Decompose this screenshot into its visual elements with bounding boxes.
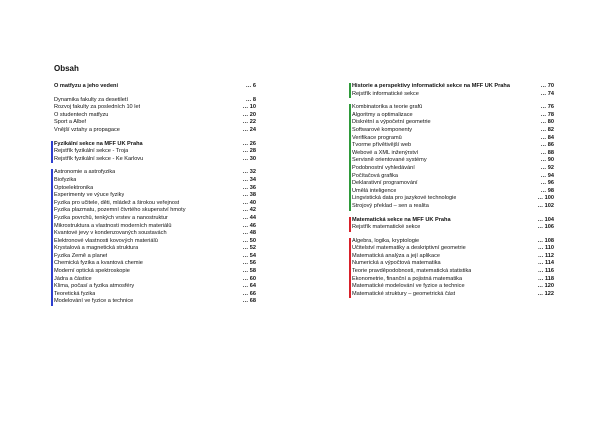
toc-entry-page: … 36: [242, 184, 256, 191]
toc-entry[interactable]: [352, 142, 554, 150]
toc-entry-label: Podobnostní vyhledávání: [352, 164, 415, 171]
toc-entry[interactable]: [352, 217, 554, 225]
toc-entry-page: … 112: [537, 252, 554, 259]
toc-entry[interactable]: [54, 238, 256, 246]
section-color-bar: [349, 104, 351, 210]
toc-entry-page: … 80: [540, 119, 554, 126]
toc-entry[interactable]: [54, 223, 256, 231]
toc-entry[interactable]: [352, 245, 554, 253]
toc-entry-page: … 64: [242, 283, 256, 290]
toc-entry-page: … 46: [242, 222, 256, 229]
toc-entry[interactable]: [54, 207, 256, 215]
toc-entry[interactable]: [54, 156, 256, 164]
toc-entry-page: … 74: [540, 90, 554, 97]
toc-entry-label: Experimenty ve výuce fyziky: [54, 192, 125, 199]
toc-entry-label: Astronomie a astrofyzika: [54, 169, 116, 176]
toc-entry[interactable]: [352, 188, 554, 196]
toc-entry-page: … 98: [540, 187, 554, 194]
toc-entry[interactable]: [352, 283, 554, 291]
toc-entry[interactable]: [352, 150, 554, 158]
toc-entry[interactable]: [352, 173, 554, 181]
toc-entry-page: … 94: [540, 172, 554, 179]
toc-entry-page: … 48: [242, 230, 256, 237]
toc-entry[interactable]: [352, 83, 554, 91]
toc-entry-page: … 108: [537, 237, 554, 244]
toc-entry-page: … 56: [242, 260, 256, 267]
toc-entry-label: Moderní optická spektroskopie: [54, 268, 130, 275]
toc-entry-label: Modelování ve fyzice a technice: [54, 298, 134, 305]
toc-group-physics: [54, 169, 256, 306]
toc-entry-page: … 70: [540, 83, 554, 89]
toc-entry-label: Algoritmy a optimalizace: [352, 111, 413, 118]
toc-entry-page: … 86: [540, 142, 554, 149]
toc-entry-page: … 102: [537, 202, 554, 209]
toc-entry[interactable]: [54, 291, 256, 299]
toc-entry-label: Lingvistická data pro jazykové technologie: [352, 195, 457, 202]
toc-entry-label: Kvantové jevy v kondenzovaných soustavách: [54, 230, 167, 237]
toc-entry-label: Servisně orientované systémy: [352, 157, 427, 164]
toc-entry-label: Matematické struktury – geometrická část: [352, 290, 456, 297]
toc-entry-label: Matematická sekce na MFF UK Praha: [352, 216, 451, 223]
toc-entry-label: Teoretická fyzika: [54, 290, 96, 297]
toc-entry[interactable]: [54, 97, 256, 105]
toc-entry-page: … 96: [540, 180, 554, 187]
section-color-bar: [51, 141, 53, 164]
toc-entry-label: Rejstřík informatické sekce: [352, 90, 419, 97]
toc-entry[interactable]: [54, 298, 256, 306]
toc-entry[interactable]: [352, 260, 554, 268]
toc-entry[interactable]: [352, 119, 554, 127]
page-title: Obsah: [54, 64, 79, 73]
toc-entry-label: Rejstřík fyzikální sekce - Troja: [54, 148, 129, 155]
section-color-bar: [349, 83, 351, 98]
toc-entry-page: … 116: [537, 268, 554, 275]
toc-entry[interactable]: [352, 268, 554, 276]
toc-entry[interactable]: [352, 238, 554, 246]
toc-entry[interactable]: [54, 185, 256, 193]
toc-entry-page: … 50: [242, 237, 256, 244]
toc-entry-page: … 10: [242, 104, 256, 111]
toc-entry-label: O matfyzu a jeho vedení: [54, 83, 119, 89]
toc-entry[interactable]: [352, 253, 554, 261]
toc-entry-page: … 6: [245, 83, 256, 89]
toc-entry[interactable]: [54, 245, 256, 253]
toc-entry-page: … 32: [242, 169, 256, 176]
toc-entry-page: … 68: [242, 298, 256, 305]
toc-group-intro: [54, 83, 256, 91]
toc-entry[interactable]: [54, 268, 256, 276]
toc-entry-label: Rejstřík fyzikální sekce - Ke Karlovu: [54, 155, 144, 162]
toc-entry-label: Softwarové komponenty: [352, 126, 413, 133]
toc-entry-page: … 120: [537, 283, 554, 290]
toc-entry-label: Numerická a výpočtová matematika: [352, 260, 441, 267]
toc-entry-page: … 76: [540, 104, 554, 111]
toc-entry-page: … 60: [242, 275, 256, 282]
toc-entry-page: … 104: [537, 216, 554, 223]
toc-entry-label: Fyzika pro učitele, děti, mládež a širokou veřejnost: [54, 199, 180, 206]
toc-entry-label: Optoelektronika: [54, 184, 94, 191]
toc-entry[interactable]: [54, 83, 256, 91]
toc-entry-page: … 88: [540, 149, 554, 156]
toc-group-informatics: [352, 104, 554, 210]
toc-entry-label: Matematická analýza a její aplikace: [352, 252, 440, 259]
toc-entry-page: … 22: [242, 119, 256, 126]
toc-entry-label: Rejstřík matematické sekce: [352, 224, 421, 231]
toc-entry-label: Jádra a částice: [54, 275, 92, 282]
toc-entry-page: … 34: [242, 176, 256, 183]
toc-entry[interactable]: [54, 169, 256, 177]
toc-entry[interactable]: [352, 291, 554, 299]
toc-right-column: [352, 83, 554, 298]
toc-entry-page: … 28: [242, 148, 256, 155]
toc-entry[interactable]: [54, 192, 256, 200]
toc-entry-page: … 100: [537, 195, 554, 202]
toc-entry-label: Diskrétní a výpočetní geometrie: [352, 119, 431, 126]
toc-entry-label: Umělá inteligence: [352, 187, 397, 194]
toc-entry-label: Krystalová a magnetická struktura: [54, 245, 139, 252]
toc-entry-label: Verifikace programů: [352, 134, 402, 141]
toc-entry-label: Tvorme přívětivější web: [352, 142, 412, 149]
toc-entry[interactable]: [54, 104, 256, 112]
toc-entry-label: Algebra, logika, kryptologie: [352, 237, 420, 244]
toc-entry-label: Fyzika povrchů, tenkých vrstev a nanostruktur: [54, 214, 168, 221]
toc-entry-page: … 8: [245, 96, 256, 103]
toc-entry[interactable]: [352, 180, 554, 188]
toc-entry[interactable]: [352, 135, 554, 143]
toc-entry-label: Deklarativní programování: [352, 180, 418, 187]
toc-group-informatics-head: [352, 83, 554, 98]
toc-entry[interactable]: [54, 283, 256, 291]
toc-left-column: [54, 83, 256, 306]
toc-entry[interactable]: [54, 200, 256, 208]
toc-entry[interactable]: [352, 203, 554, 211]
toc-entry[interactable]: [54, 260, 256, 268]
toc-entry-page: … 30: [242, 155, 256, 162]
toc-entry-label: Počítačová grafika: [352, 172, 399, 179]
section-color-bar: [349, 217, 351, 232]
toc-entry-page: … 84: [540, 134, 554, 141]
toc-entry-page: … 66: [242, 290, 256, 297]
toc-entry-label: Strojový překlad – sen a realita: [352, 202, 429, 209]
toc-entry-page: … 82: [540, 126, 554, 133]
toc-entry-page: … 40: [242, 199, 256, 206]
toc-entry-page: … 92: [540, 164, 554, 171]
toc-entry[interactable]: [54, 148, 256, 156]
toc-entry[interactable]: [352, 195, 554, 203]
toc-group-physics-head: [54, 141, 256, 164]
toc-entry[interactable]: [352, 127, 554, 135]
toc-entry-page: … 106: [537, 224, 554, 231]
toc-entry-label: Vnější vztahy a propagace: [54, 126, 120, 133]
toc-group-faculty: [54, 97, 256, 135]
toc-entry[interactable]: [54, 141, 256, 149]
toc-entry-page: … 38: [242, 192, 256, 199]
toc-entry-label: Teorie pravděpodobnosti, matematická statistika: [352, 268, 472, 275]
toc-entry-page: … 42: [242, 207, 256, 214]
toc-entry[interactable]: [54, 112, 256, 120]
toc-entry[interactable]: [352, 104, 554, 112]
toc-entry-label: Klima, počasí a fyzika atmosféry: [54, 283, 135, 290]
toc-entry-label: Ekonometrie, finanční a pojistná matematika: [352, 275, 463, 282]
toc-entry-label: Kombinatorika a teorie grafů: [352, 104, 423, 111]
toc-entry-label: Sport a Albeř: [54, 119, 87, 126]
toc-entry-label: Rozvoj fakulty za posledních 10 let: [54, 104, 141, 111]
toc-entry-page: … 90: [540, 157, 554, 164]
toc-entry[interactable]: [352, 224, 554, 232]
toc-entry-page: … 58: [242, 268, 256, 275]
toc-entry-label: Webové a XML inženýrství: [352, 149, 419, 156]
toc-entry[interactable]: [54, 215, 256, 223]
toc-entry-page: … 118: [537, 275, 554, 282]
toc-entry[interactable]: [352, 112, 554, 120]
toc-entry-page: … 122: [537, 290, 554, 297]
toc-entry[interactable]: [54, 177, 256, 185]
toc-entry-page: … 78: [540, 111, 554, 118]
toc-entry-label: Chemická fyzika a kvantová chemie: [54, 260, 143, 267]
toc-entry[interactable]: [54, 230, 256, 238]
toc-entry-label: Mikrostruktura a vlastnosti moderních materiálů: [54, 222, 172, 229]
toc-entry-label: O studentech matfyzu: [54, 111, 109, 118]
toc-entry-label: Elektronové vlastnosti kovových materiálů: [54, 237, 158, 244]
toc-entry-page: … 20: [242, 111, 256, 118]
toc-entry-label: Historie a perspektivy informatické sekce na MFF UK Praha: [352, 83, 510, 89]
toc-entry-page: … 44: [242, 214, 256, 221]
toc-entry-page: … 110: [537, 245, 554, 252]
toc-entry[interactable]: [54, 127, 256, 135]
toc-entry-label: Učitelství matematiky a deskriptivní geometrie: [352, 245, 466, 252]
toc-entry[interactable]: [352, 157, 554, 165]
toc-entry-label: Matematické modelování ve fyzice a technice: [352, 283, 465, 290]
section-color-bar: [349, 238, 351, 299]
toc-entry[interactable]: [352, 91, 554, 99]
toc-entry[interactable]: [54, 253, 256, 261]
toc-group-math: [352, 238, 554, 299]
toc-entry-label: Biofyzika: [54, 176, 77, 183]
toc-entry[interactable]: [54, 276, 256, 284]
toc-entry-page: … 114: [537, 260, 554, 267]
toc-group-math-head: [352, 217, 554, 232]
toc-entry-page: … 54: [242, 252, 256, 259]
toc-entry-page: … 26: [242, 140, 256, 147]
section-color-bar: [51, 169, 53, 306]
toc-entry-label: Fyzika plazmatu, pozemní čtvrtého skupenství hmoty: [54, 207, 186, 214]
toc-entry-label: Dynamika fakulty za desetiletí: [54, 96, 128, 103]
toc-entry[interactable]: [352, 276, 554, 284]
toc-entry[interactable]: [352, 165, 554, 173]
toc-entry-label: Fyzika Země a planet: [54, 252, 108, 259]
toc-entry-label: Fyzikální sekce na MFF UK Praha: [54, 140, 143, 147]
toc-entry-page: … 52: [242, 245, 256, 252]
toc-entry[interactable]: [54, 119, 256, 127]
toc-entry-page: … 24: [242, 126, 256, 133]
